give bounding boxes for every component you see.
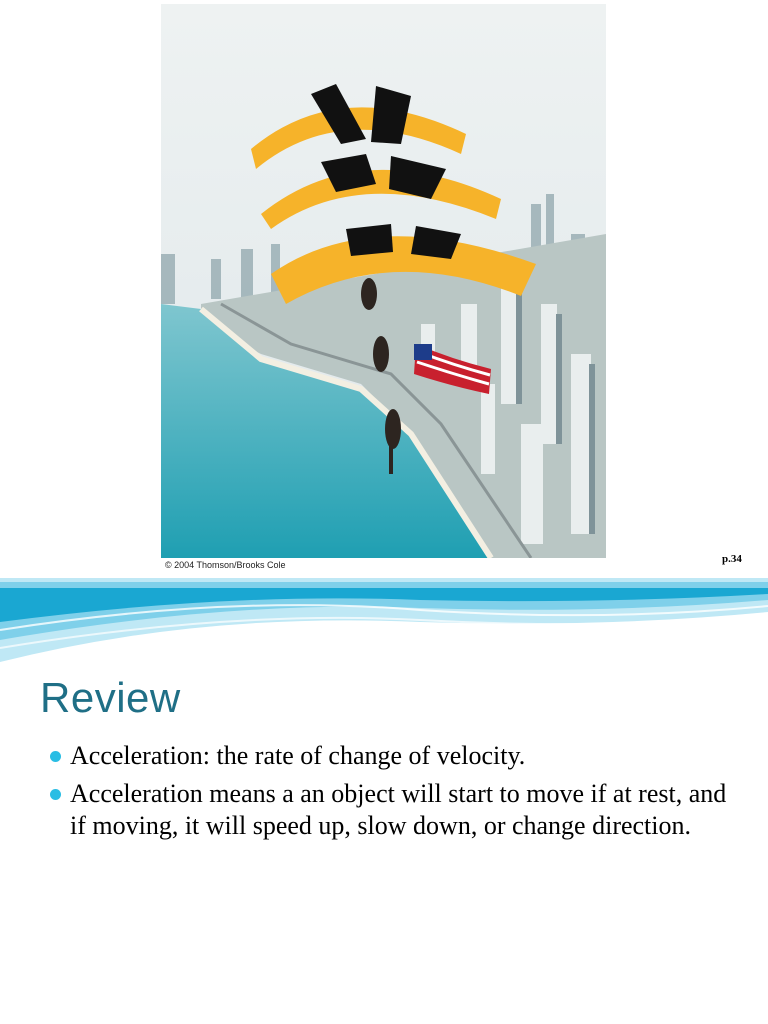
bullet-text: Acceleration means a an object will start to move if at rest, and if moving, it will speed up, slow down, or change direction. bbox=[70, 779, 727, 840]
skydivers-photo bbox=[161, 4, 606, 558]
photo-credit: © 2004 Thomson/Brooks Cole bbox=[165, 560, 286, 570]
slide-title: Review bbox=[40, 674, 181, 721]
bullet-list bbox=[48, 740, 748, 848]
bullet-icon bbox=[50, 751, 61, 762]
bullet-icon bbox=[50, 789, 61, 800]
decorative-wave-band bbox=[0, 570, 768, 670]
page-reference: p.34 bbox=[722, 553, 742, 565]
bullet-item bbox=[48, 740, 748, 772]
bullet-text: Acceleration: the rate of change of velocity. bbox=[70, 741, 526, 770]
bullet-item bbox=[48, 778, 748, 842]
